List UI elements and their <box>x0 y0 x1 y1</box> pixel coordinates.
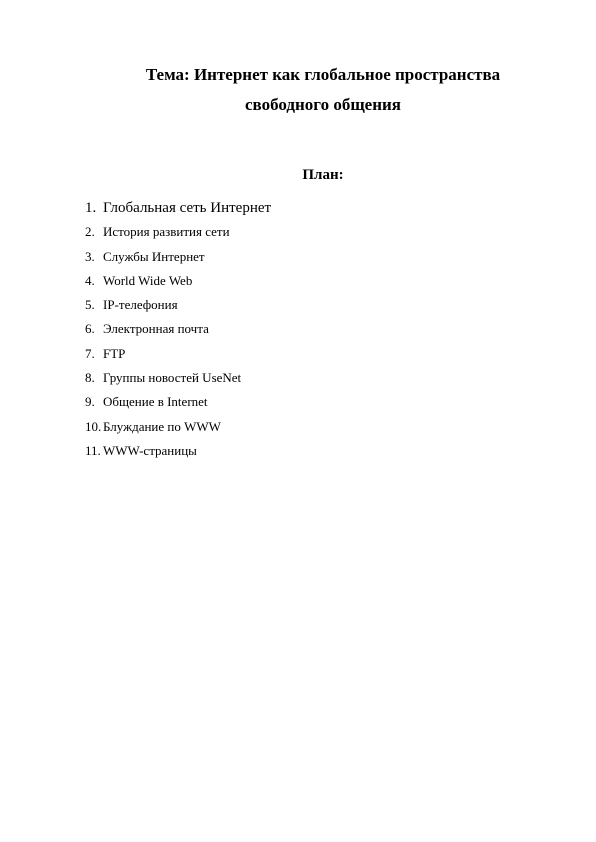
plan-item-number: 9. <box>85 394 95 410</box>
plan-item-text: Общение в Internet <box>103 394 208 410</box>
plan-item <box>85 222 271 246</box>
plan-item <box>85 441 271 465</box>
plan-item-number: 7. <box>85 345 95 361</box>
plan-item-text: FTP <box>103 345 126 361</box>
plan-item-number: 10. <box>85 418 102 434</box>
plan-item-number: 4. <box>85 272 95 288</box>
plan-item-number: 2. <box>85 224 95 240</box>
plan-item <box>85 368 271 392</box>
plan-item-text: World Wide Web <box>103 272 193 288</box>
plan-item-text: IP-телефония <box>103 297 178 313</box>
plan-item-text: Группы новостей UseNet <box>103 370 242 386</box>
plan-item-number: 6. <box>85 321 95 337</box>
plan-item-text: Электронная почта <box>103 321 209 337</box>
plan-item-number: 1. <box>85 200 97 216</box>
plan-item-number: 3. <box>85 248 95 264</box>
plan-item-number: 5. <box>85 297 95 313</box>
plan-item <box>85 271 271 295</box>
plan-list <box>85 198 271 465</box>
plan-item-number: 11. <box>85 442 101 458</box>
plan-item <box>85 247 271 271</box>
plan-heading: План: <box>302 167 344 183</box>
plan-item <box>85 295 271 319</box>
plan-item <box>85 319 271 343</box>
plan-item-text: Службы Интернет <box>103 248 205 264</box>
plan-item-text: WWW-страницы <box>103 442 197 458</box>
plan-item <box>85 344 271 368</box>
document-title-line-1: Тема: Интернет как глобальное пространства <box>145 65 501 84</box>
plan-item-number: 8. <box>85 370 95 386</box>
document-title-line-2: свободного общения <box>244 95 402 114</box>
plan-item <box>85 198 271 222</box>
plan-item-text: Глобальная сеть Интернет <box>103 200 272 216</box>
plan-item-text: Блуждание по WWW <box>103 418 221 434</box>
plan-item-text: История развития сети <box>103 224 230 240</box>
plan-item <box>85 417 271 441</box>
plan-item <box>85 392 271 416</box>
